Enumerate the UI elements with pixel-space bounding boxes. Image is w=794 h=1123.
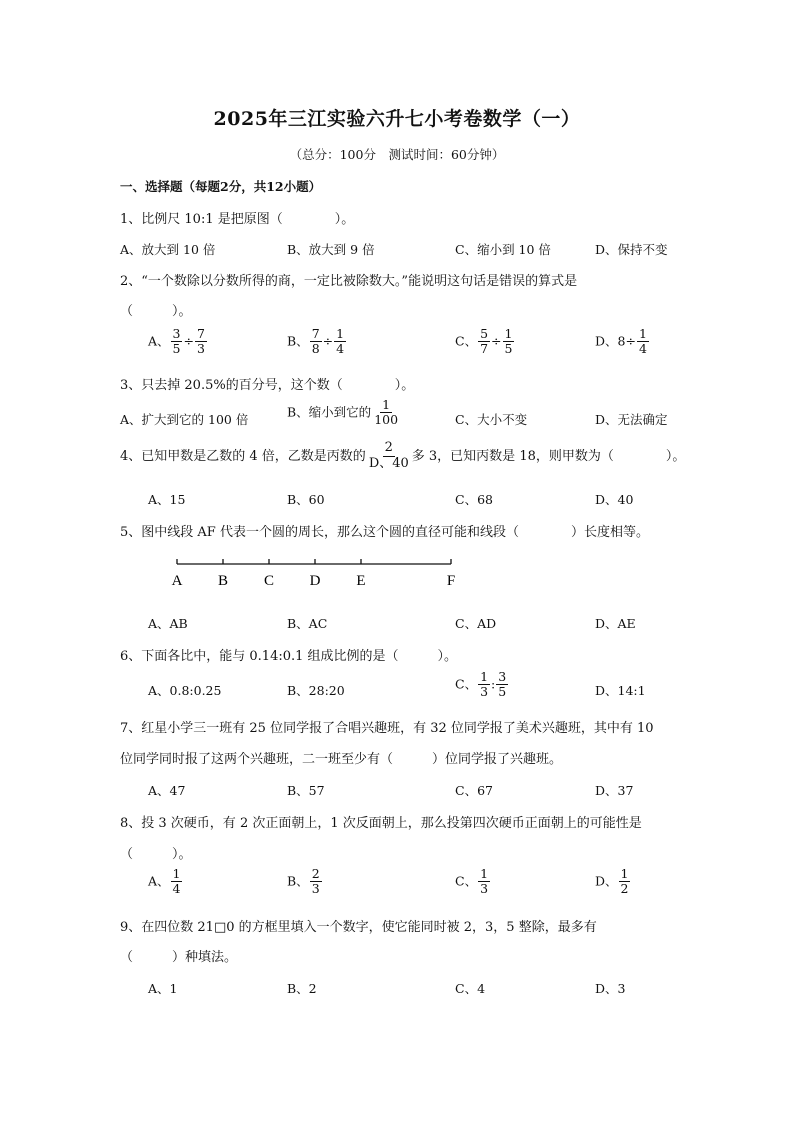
q2-b-label: B、 [287,333,309,349]
q7-option-d: D、37 [595,783,634,798]
q6-option-c [455,670,509,700]
q8-d-label: D、 [595,873,618,889]
question-2-line-1: 2、“一个数除以分数所得的商，一定比被除数大。”能说明这句话是错误的算式是 [120,274,578,289]
q5-option-b: B、AC [287,616,328,631]
fraction: $\frac{1}{4}$ [638,326,647,357]
fraction: $\frac{1}{4}$ [336,326,345,357]
q2-d-label: D、8÷ [595,333,636,349]
question-5: 5、图中线段 AF 代表一个圆的周长，那么这个圆的直径可能和线段（ ）长度相等。 [120,525,649,540]
point-label-a: A [171,573,183,589]
q8-option-b [287,867,323,897]
question-7-line-1: 7、红星小学三一班有 25 位同学报了合唱兴趣班，有 32 位同学报了美术兴趣班，其中有 10 [120,721,654,736]
fraction: $\frac{3}{5}$ [172,326,181,357]
q4-option-b: B、60 [287,492,325,507]
q4-option-a: A、15 [148,492,186,507]
q7-option-a: A、47 [148,783,186,798]
q8-option-c [455,867,491,897]
exam-title: 2025年三江实验六升七小考卷数学（一） [213,108,581,130]
q2-option-d [595,327,650,357]
fraction: $\frac{3}{5}$ [498,669,507,700]
q7-option-c: C、67 [455,783,493,798]
question-9-line-1: 9、在四位数 21□0 的方框里填入一个数字，使它能同时被 2，3，5 整除，最多有 [120,920,597,935]
q3-b-label: B、缩小到它的 [287,404,372,420]
fraction: $\frac{1}{4}$ [172,866,181,897]
question-4 [120,441,685,472]
point-label-f: F [446,573,456,589]
q4-text-post: 多 3，已知丙数是 18，则甲数为（ ）。 [411,448,686,464]
q2-option-b [287,327,347,357]
operator: ÷ [322,333,334,349]
q4-text-pre: 4、已知甲数是乙数的 4 倍，乙数是丙数的 [120,448,366,464]
q9-option-b: B、2 [287,981,317,996]
q3-option-b [287,398,401,428]
exam-subtitle: （总分：100分 测试时间：60分钟） [289,147,505,162]
q5-option-a: A、AB [148,616,188,631]
fraction: $\frac{7}{3}$ [196,326,205,357]
q6-c-label: C、 [455,676,478,692]
question-3: 3、只去掉 20.5%的百分号，这个数（ ）。 [120,378,415,393]
q8-option-a [148,867,183,897]
question-8-line-2: （ ）。 [120,847,192,862]
q8-option-d [595,867,631,897]
fraction: $\frac{2}{D、40}$ [368,440,409,471]
q2-c-label: C、 [455,333,478,349]
q1-option-c: C、缩小到 10 倍 [455,242,551,257]
q1-option-a: A、放大到 10 倍 [120,242,216,257]
question-8-line-1: 8、投 3 次硬币，有 2 次正面朝上，1 次反面朝上，那么投第四次硬币正面朝上的可能性是 [120,816,642,831]
q9-option-c: C、4 [455,981,486,996]
point-label-e: E [356,573,366,589]
q8-a-label: A、 [148,873,170,889]
question-6: 6、下面各比中，能与 0.14:0.1 组成比例的是（ ）。 [120,649,458,664]
segment-line-figure [165,556,465,592]
q4-option-d: D、40 [595,492,634,507]
fraction: $\frac{1}{3}$ [480,866,489,897]
q2-option-a [148,327,208,357]
question-9-line-2: （ ）种填法。 [120,950,238,965]
q3-option-a: A、扩大到它的 100 倍 [120,412,249,427]
point-label-b: B [217,573,229,589]
fraction: $\frac{1}{5}$ [504,326,513,357]
q6-option-d: D、14:1 [595,683,646,698]
fraction: $\frac{7}{8}$ [311,326,320,357]
fraction: $\frac{1}{2}$ [620,866,629,897]
fraction: $\frac{1}{100}$ [374,397,399,428]
fraction: $\frac{2}{3}$ [311,866,320,897]
q5-option-d: D、AE [595,616,636,631]
q5-option-c: C、AD [455,616,497,631]
q1-option-b: B、放大到 9 倍 [287,242,375,257]
q6-option-b: B、28:20 [287,683,345,698]
q9-option-d: D、3 [595,981,626,996]
fraction: $\frac{5}{7}$ [480,326,489,357]
q3-option-c: C、大小不变 [455,412,528,427]
point-label-d: D [309,573,321,589]
fraction: $\frac{1}{3}$ [480,669,489,700]
q7-option-b: B、57 [287,783,325,798]
q4-option-c: C、68 [455,492,493,507]
section-heading: 一、选择题（每题2分，共12小题） [120,179,322,194]
question-7-line-2: 位同学同时报了这两个兴趣班，二一班至少有（ ）位同学报了兴趣班。 [120,752,563,767]
q6-option-a: A、0.8:0.25 [148,683,222,698]
q2-a-label: A、 [148,333,170,349]
point-label-c: C [263,573,275,589]
question-2-line-2: （ ）。 [120,304,192,319]
q1-option-d: D、保持不变 [595,242,668,257]
q8-c-label: C、 [455,873,478,889]
q8-b-label: B、 [287,873,309,889]
question-1: 1、比例尺 10:1 是把原图（ ）。 [120,212,355,227]
operator: : [491,676,496,692]
q3-option-d: D、无法确定 [595,412,668,427]
operator: ÷ [183,333,194,349]
operator: ÷ [491,333,502,349]
q2-option-c [455,327,515,357]
q9-option-a: A、1 [148,981,178,996]
